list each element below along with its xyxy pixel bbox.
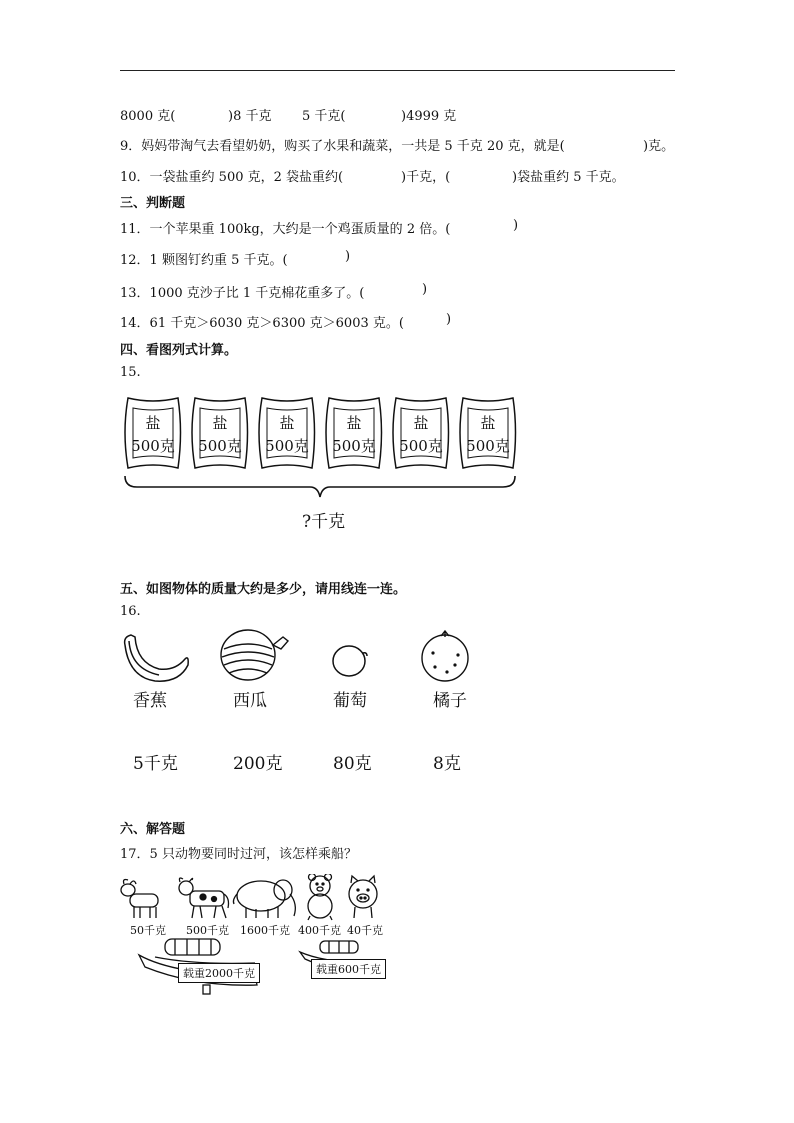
salt-bag-word: 盐 bbox=[212, 414, 228, 432]
total-brace bbox=[125, 476, 515, 497]
header-rule bbox=[120, 70, 675, 71]
salt-bag-weight: 500克 bbox=[265, 437, 309, 455]
small-boat-capacity: 载重600千克 bbox=[311, 959, 386, 979]
mass-option-3[interactable]: 80克 bbox=[333, 754, 372, 774]
salt-bag-word: 盐 bbox=[346, 414, 362, 432]
q14-text: 14．61 千克＞6030 克＞6300 克＞6003 克。( bbox=[120, 316, 404, 331]
cow-icon bbox=[179, 878, 229, 918]
fruit-name-grape: 葡萄 bbox=[333, 691, 367, 711]
mass-option-2[interactable]: 200克 bbox=[233, 754, 283, 774]
q17-text: 17．5 只动物要同时过河，该怎样乘船？ bbox=[120, 847, 357, 862]
q14-close: ) bbox=[446, 312, 452, 327]
goat-weight: 50千克 bbox=[130, 924, 166, 937]
large-boat-capacity: 载重2000千克 bbox=[178, 963, 260, 983]
fruit-name-banana: 香蕉 bbox=[133, 691, 167, 711]
elephant-weight: 1600千克 bbox=[240, 924, 290, 937]
salt-bag bbox=[125, 398, 181, 468]
fruit-name-orange: 橘子 bbox=[433, 691, 467, 711]
q15-number: 15. bbox=[120, 365, 141, 380]
section-5-title: 五、如图物体的质量大约是多少，请用线连一连。 bbox=[120, 582, 407, 597]
animals-figure bbox=[118, 874, 388, 922]
salt-bag bbox=[460, 398, 516, 468]
cow-weight: 500千克 bbox=[186, 924, 229, 937]
salt-bag-weight: 500克 bbox=[332, 437, 376, 455]
q9-text-a: 9．妈妈带淘气去看望奶奶，购买了水果和蔬菜，一共是 5 千克 20 克，就是( bbox=[120, 139, 565, 154]
salt-bag-weight: 500克 bbox=[198, 437, 242, 455]
q8-blank-a-right: )8 千克 bbox=[228, 109, 272, 124]
q11-close: ) bbox=[513, 218, 519, 233]
q13-text: 13．1000 克沙子比 1 千克棉花重多了。( bbox=[120, 286, 365, 301]
section-3-title: 三、判断题 bbox=[120, 196, 186, 211]
salt-bag-weight: 500克 bbox=[399, 437, 443, 455]
fruit-name-watermelon: 西瓜 bbox=[233, 691, 267, 711]
watermelon-icon bbox=[221, 630, 288, 680]
q10-text-a: 10．一袋盐重约 500 克，2 袋盐重约( bbox=[120, 170, 344, 185]
salt-bag-word: 盐 bbox=[279, 414, 295, 432]
q13-close: ) bbox=[422, 282, 428, 297]
q10-text-b: )千克，( bbox=[401, 170, 451, 185]
bear-icon bbox=[308, 874, 332, 920]
salt-bag-weight: 500克 bbox=[466, 437, 510, 455]
salt-bag-word: 盐 bbox=[480, 414, 496, 432]
section-4-title: 四、看图列式计算。 bbox=[120, 343, 238, 358]
goat-icon bbox=[121, 880, 158, 919]
mass-option-1[interactable]: 5千克 bbox=[133, 754, 178, 774]
section-6-title: 六、解答题 bbox=[120, 822, 186, 837]
q8-blank-a-left: 8000 克( bbox=[120, 109, 176, 124]
elephant-icon bbox=[233, 880, 295, 918]
salt-bag bbox=[192, 398, 248, 468]
q9-text-b: )克。 bbox=[643, 139, 675, 154]
orange-icon bbox=[422, 631, 468, 681]
q11-text: 11．一个苹果重 100kg，大约是一个鸡蛋质量的 2 倍。( bbox=[120, 222, 451, 237]
banana-icon bbox=[125, 635, 189, 681]
bear-weight: 400千克 bbox=[298, 924, 341, 937]
salt-bag bbox=[259, 398, 315, 468]
pig-icon bbox=[349, 876, 377, 918]
q12-close: ) bbox=[345, 249, 351, 264]
total-weight-label: ?千克 bbox=[302, 512, 346, 532]
salt-bag-weight: 500克 bbox=[131, 437, 175, 455]
q16-number: 16. bbox=[120, 604, 141, 619]
pig-weight: 40千克 bbox=[347, 924, 383, 937]
mass-option-4[interactable]: 8克 bbox=[433, 754, 461, 774]
salt-bag bbox=[393, 398, 449, 468]
salt-bag-word: 盐 bbox=[413, 414, 429, 432]
fruit-pictures bbox=[115, 625, 485, 685]
q12-text: 12．1 颗图钉约重 5 千克。( bbox=[120, 253, 288, 268]
q8-blank-b-left: 5 千克( bbox=[302, 109, 346, 124]
salt-bag bbox=[326, 398, 382, 468]
q8-blank-b-right: )4999 克 bbox=[401, 109, 457, 124]
q10-text-c: )袋盐重约 5 千克。 bbox=[512, 170, 625, 185]
grape-icon bbox=[333, 646, 367, 676]
salt-bag-word: 盐 bbox=[145, 414, 161, 432]
